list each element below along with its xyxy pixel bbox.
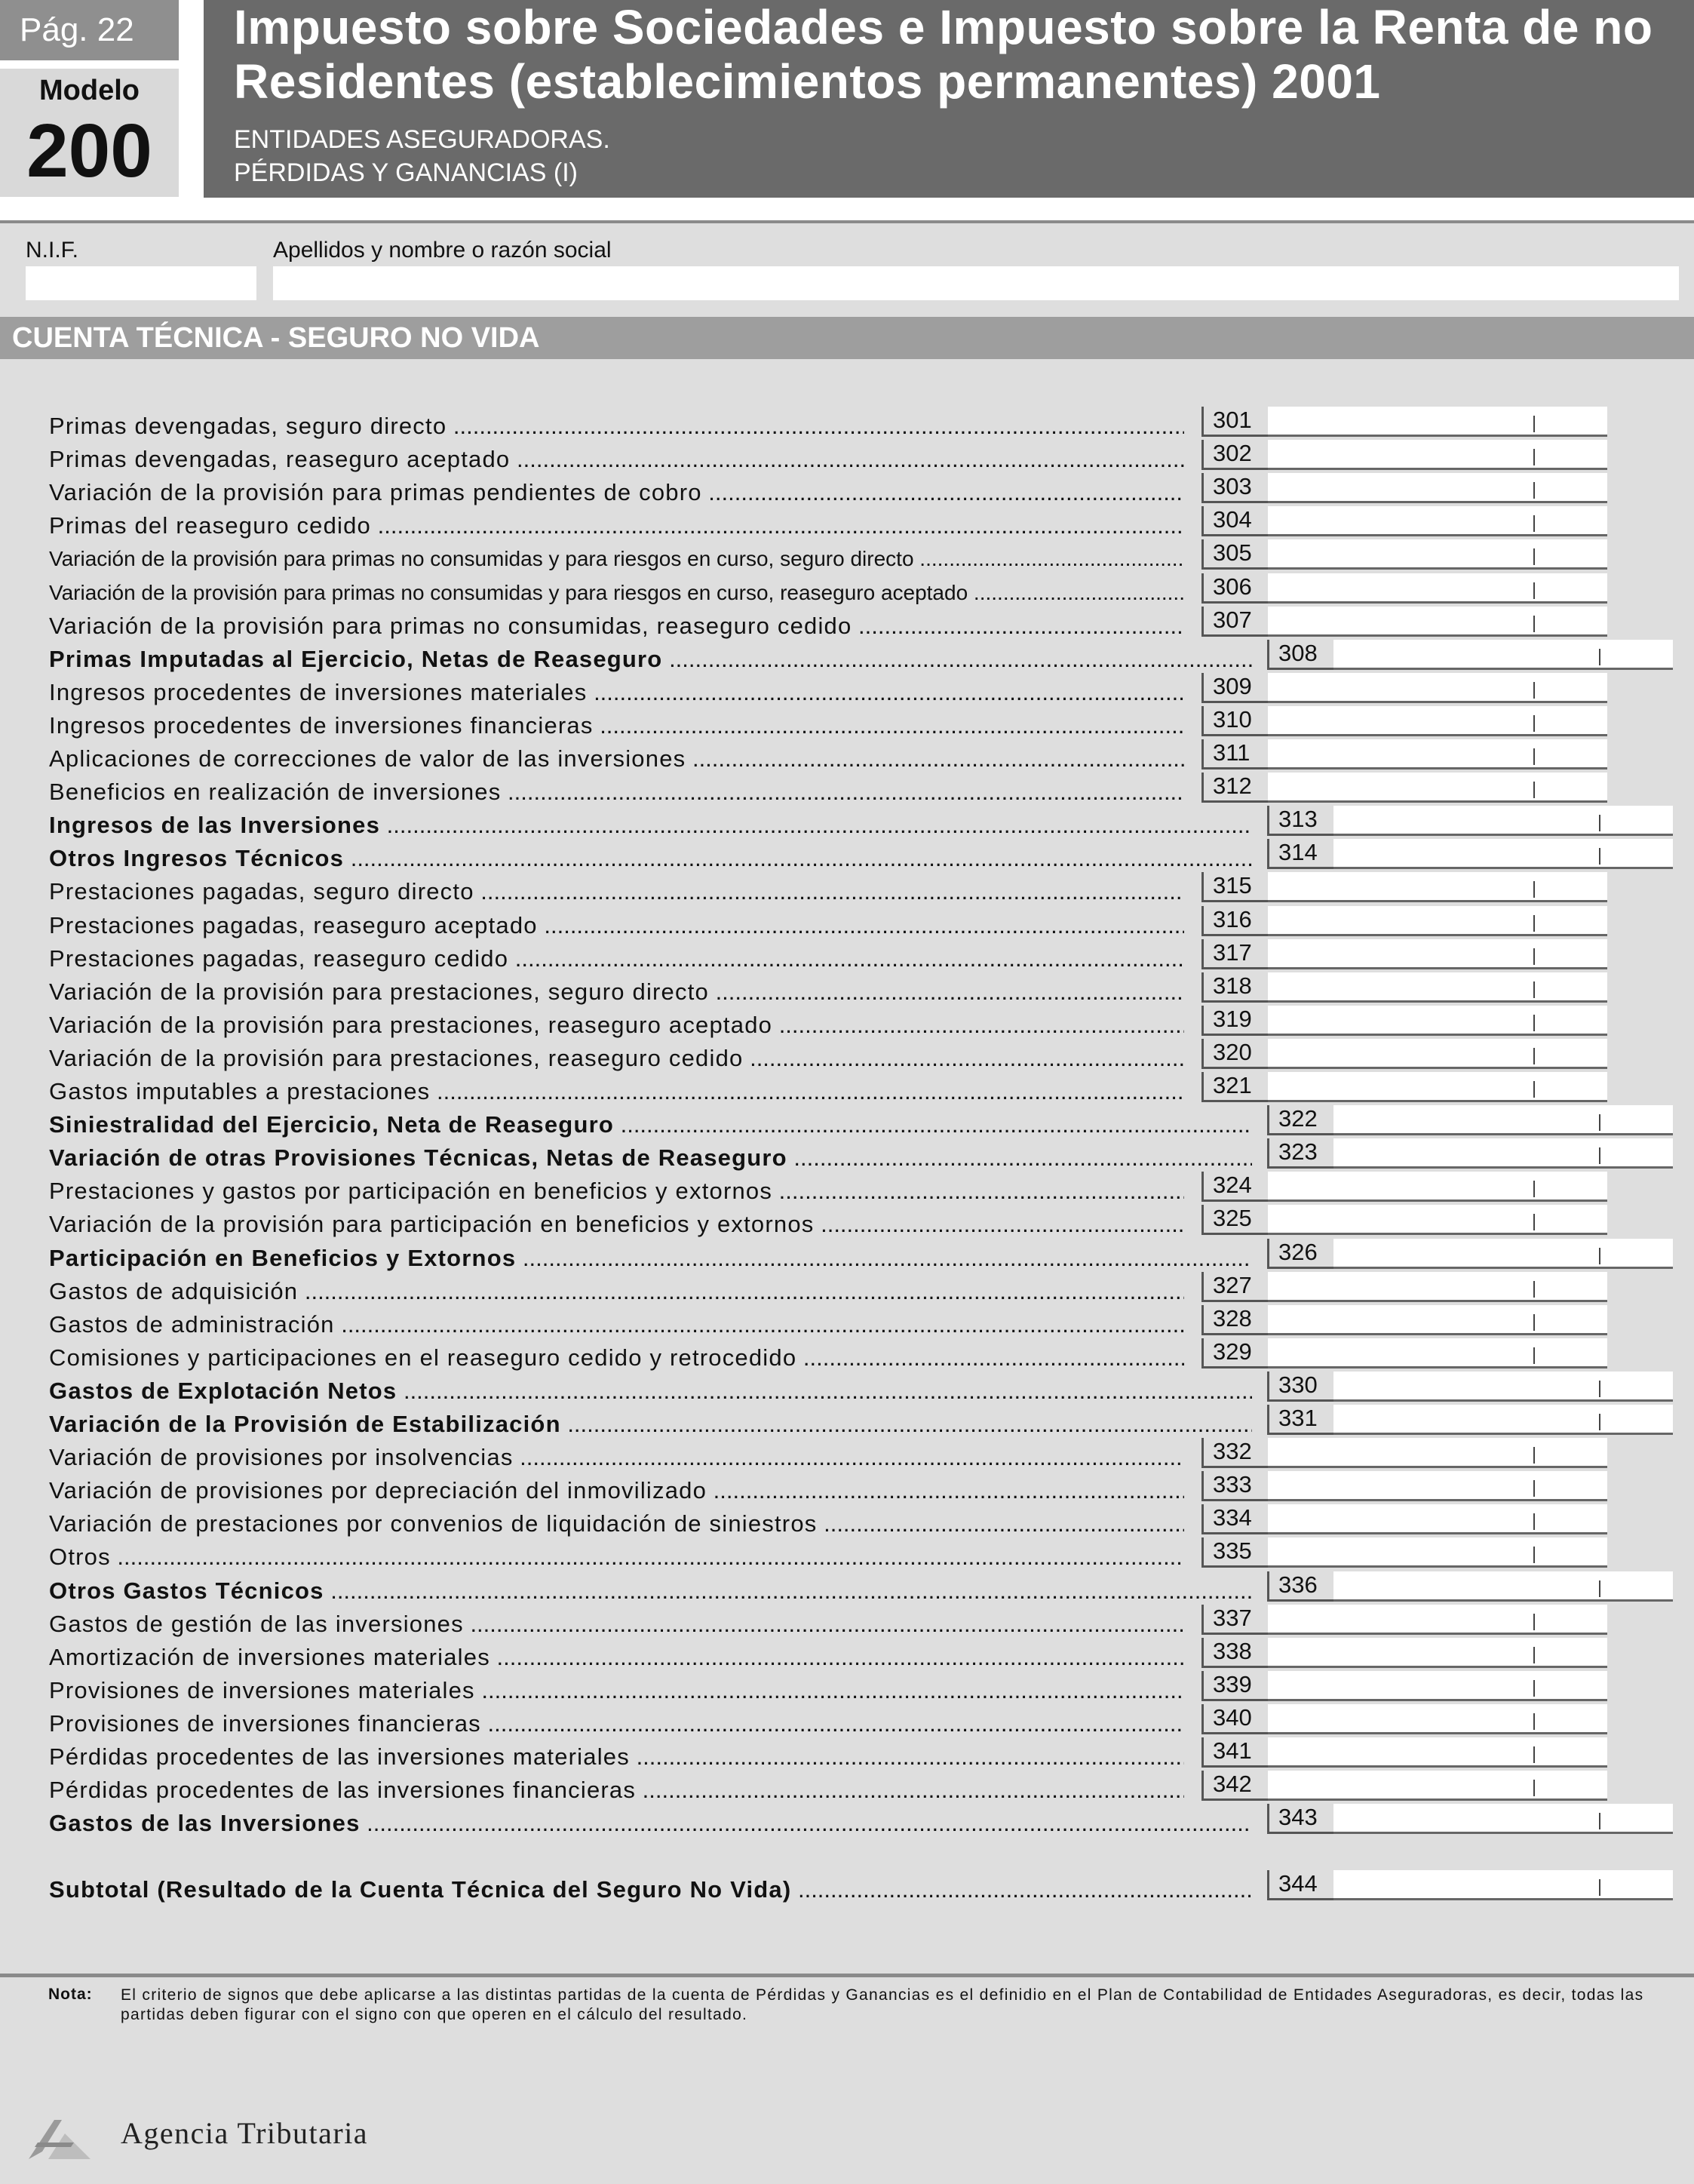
cents-field[interactable]	[1539, 1305, 1607, 1335]
amount-box-309	[1201, 673, 1607, 705]
section-title: CUENTA TÉCNICA - SEGURO NO VIDA	[0, 317, 1694, 359]
amount-field[interactable]	[1333, 1372, 1605, 1402]
row-label-317: Prestaciones pagadas, reaseguro cedido .....	[49, 944, 1184, 974]
box-code: 336	[1267, 1571, 1333, 1602]
row-label-312: Beneficios en realización de inversiones .....	[49, 777, 1184, 807]
amount-field[interactable]	[1268, 407, 1539, 437]
box-code: 343	[1267, 1804, 1333, 1834]
box-code: 331	[1267, 1405, 1333, 1435]
row-label-332: Variación de provisiones por insolvencias .....	[49, 1442, 1184, 1473]
amount-field[interactable]	[1333, 640, 1605, 670]
box-code: 305	[1201, 539, 1268, 570]
row-label-331: Variación de la Provisión de Estabilización .....	[49, 1409, 1252, 1439]
cents-field[interactable]	[1605, 806, 1673, 836]
box-code: 335	[1201, 1537, 1268, 1568]
amount-box-344	[1267, 1870, 1673, 1902]
amount-box-303	[1201, 473, 1607, 505]
cents-field[interactable]	[1539, 1537, 1607, 1568]
box-code: 312	[1201, 773, 1268, 803]
box-code: 308	[1267, 640, 1333, 670]
amount-box-312	[1201, 773, 1607, 804]
cents-field[interactable]	[1605, 640, 1673, 670]
box-code: 322	[1267, 1105, 1333, 1135]
amount-box-307	[1201, 607, 1607, 638]
amount-box-338	[1201, 1638, 1607, 1669]
row-label-319: Variación de la provisión para prestaciones, reaseguro aceptado .....	[49, 1010, 1184, 1040]
row-label-336: Otros Gastos Técnicos .....	[49, 1576, 1252, 1606]
row-label-337: Gastos de gestión de las inversiones .....	[49, 1609, 1184, 1639]
box-code: 318	[1201, 972, 1268, 1003]
row-label-308: Primas Imputadas al Ejercicio, Netas de Reaseguro .....	[49, 644, 1252, 674]
amount-field[interactable]	[1268, 739, 1539, 769]
note-label: Nota:	[48, 1986, 93, 2003]
amount-box-329	[1201, 1338, 1607, 1370]
cents-field[interactable]	[1539, 539, 1607, 570]
row-label-313: Ingresos de las Inversiones .....	[49, 810, 1252, 840]
row-label-310: Ingresos procedentes de inversiones financieras .....	[49, 711, 1184, 741]
amount-box-318	[1201, 972, 1607, 1004]
agency-name: Agencia Tributaria	[121, 2116, 369, 2150]
amount-field[interactable]	[1333, 839, 1605, 869]
row-label-301: Primas devengadas, seguro directo .....	[49, 411, 1184, 441]
amount-box-323	[1267, 1138, 1673, 1170]
amount-box-331	[1267, 1405, 1673, 1436]
amount-box-337	[1201, 1605, 1607, 1636]
row-label-324: Prestaciones y gastos por participación en beneficios y extornos .....	[49, 1176, 1184, 1206]
amount-box-310	[1201, 706, 1607, 738]
box-code: 309	[1201, 673, 1268, 703]
amount-field[interactable]	[1268, 1272, 1539, 1302]
amount-field[interactable]	[1268, 1338, 1539, 1368]
row-label-323: Variación de otras Provisiones Técnicas, Netas de Reaseguro .....	[49, 1143, 1252, 1173]
amount-box-321	[1201, 1072, 1607, 1104]
cents-field[interactable]	[1539, 1272, 1607, 1302]
box-code: 323	[1267, 1138, 1333, 1169]
amount-field[interactable]	[1268, 1205, 1539, 1235]
amount-field[interactable]	[1333, 1239, 1605, 1269]
row-label-327: Gastos de adquisición .....	[49, 1276, 1184, 1307]
amount-box-341	[1201, 1737, 1607, 1769]
cents-field[interactable]	[1539, 1205, 1607, 1235]
row-label-306: Variación de la provisión para primas no consumidas y para riesgos en curso, reaseguro aceptado .....	[49, 578, 1184, 608]
cents-field[interactable]	[1539, 1771, 1607, 1801]
box-code: 341	[1201, 1737, 1268, 1768]
cents-field[interactable]	[1539, 1072, 1607, 1102]
cents-field[interactable]	[1605, 1804, 1673, 1834]
box-code: 344	[1267, 1870, 1333, 1900]
box-code: 316	[1201, 906, 1268, 936]
form-title	[234, 0, 1682, 109]
row-label-304: Primas del reaseguro cedido .....	[49, 511, 1184, 541]
row-label-342: Pérdidas procedentes de las inversiones financieras .....	[49, 1775, 1184, 1805]
cents-field[interactable]	[1539, 607, 1607, 637]
amount-field[interactable]	[1268, 1072, 1539, 1102]
box-code: 340	[1201, 1704, 1268, 1734]
divider	[0, 1974, 1694, 1977]
box-code: 320	[1201, 1039, 1268, 1069]
amount-field[interactable]	[1333, 1870, 1605, 1900]
amount-field[interactable]	[1268, 673, 1539, 703]
amount-box-317	[1201, 939, 1607, 971]
cents-field[interactable]	[1539, 1006, 1607, 1036]
box-code: 310	[1201, 706, 1268, 736]
cents-field[interactable]	[1539, 1704, 1607, 1734]
amount-box-319	[1201, 1006, 1607, 1037]
box-code: 334	[1201, 1504, 1268, 1534]
amount-field[interactable]	[1268, 607, 1539, 637]
agencia-tributaria-logo-icon	[21, 2112, 94, 2167]
amount-field[interactable]	[1268, 1704, 1539, 1734]
row-label-309: Ingresos procedentes de inversiones materiales .....	[49, 677, 1184, 708]
amount-field[interactable]	[1268, 473, 1539, 503]
cents-field[interactable]	[1605, 1105, 1673, 1135]
cents-field[interactable]	[1539, 906, 1607, 936]
amount-box-315	[1201, 872, 1607, 904]
amount-box-330	[1267, 1372, 1673, 1403]
cents-field[interactable]	[1539, 1638, 1607, 1668]
box-code: 321	[1201, 1072, 1268, 1102]
row-label-339: Provisiones de inversiones materiales .....	[49, 1676, 1184, 1706]
form-subtitle-1: ENTIDADES ASEGURADORAS.	[234, 125, 610, 154]
row-label-341: Pérdidas procedentes de las inversiones materiales .....	[49, 1742, 1184, 1772]
cents-field[interactable]	[1539, 1737, 1607, 1768]
box-code: 329	[1201, 1338, 1268, 1368]
amount-box-332	[1201, 1438, 1607, 1470]
amount-field[interactable]	[1268, 1671, 1539, 1701]
amount-field[interactable]	[1268, 872, 1539, 902]
cents-field[interactable]	[1539, 407, 1607, 437]
box-code: 303	[1201, 473, 1268, 503]
form-title-line-1: Impuesto sobre Sociedades e Impuesto sobre la Renta de no	[234, 0, 1653, 54]
amount-box-316	[1201, 906, 1607, 938]
modelo-label: Modelo	[39, 75, 140, 106]
cents-field[interactable]	[1539, 706, 1607, 736]
box-code: 333	[1201, 1471, 1268, 1501]
amount-box-320	[1201, 1039, 1607, 1070]
box-code: 311	[1201, 739, 1268, 769]
row-label-329: Comisiones y participaciones en el reaseguro cedido y retrocedido .....	[49, 1343, 1184, 1373]
cents-field[interactable]	[1605, 1372, 1673, 1402]
amount-box-336	[1267, 1571, 1673, 1603]
nif-label: N.I.F.	[26, 238, 79, 263]
cents-field[interactable]	[1539, 573, 1607, 604]
box-code: 302	[1201, 440, 1268, 470]
box-code: 342	[1201, 1771, 1268, 1801]
amount-box-308	[1267, 640, 1673, 671]
cents-field[interactable]	[1539, 872, 1607, 902]
row-label-303: Variación de la provisión para primas pendientes de cobro .....	[49, 478, 1184, 508]
row-label-311: Aplicaciones de correcciones de valor de las inversiones .....	[49, 744, 1184, 774]
amount-field[interactable]	[1333, 1138, 1605, 1169]
amount-box-333	[1201, 1471, 1607, 1503]
name-field[interactable]	[273, 266, 1679, 300]
amount-box-314	[1267, 839, 1673, 871]
row-label-326: Participación en Beneficios y Extornos .....	[49, 1243, 1252, 1273]
page-number: Pág. 22	[0, 0, 179, 60]
amount-field[interactable]	[1333, 1105, 1605, 1135]
amount-field[interactable]	[1333, 1804, 1605, 1834]
amount-box-325	[1201, 1205, 1607, 1236]
amount-field[interactable]	[1333, 1571, 1605, 1602]
cents-field[interactable]	[1539, 972, 1607, 1003]
cents-field[interactable]	[1539, 440, 1607, 470]
amount-box-313	[1267, 806, 1673, 837]
row-label-316: Prestaciones pagadas, reaseguro aceptado .....	[49, 911, 1184, 941]
row-label-344: Subtotal (Resultado de la Cuenta Técnica del Seguro No Vida) .....	[49, 1875, 1252, 1905]
cents-field[interactable]	[1539, 506, 1607, 536]
row-label-307: Variación de la provisión para primas no consumidas, reaseguro cedido .....	[49, 611, 1184, 641]
row-label-335: Otros .....	[49, 1542, 1184, 1572]
amount-box-342	[1201, 1771, 1607, 1802]
amount-field[interactable]	[1268, 539, 1539, 570]
cents-field[interactable]	[1539, 1338, 1607, 1368]
row-label-318: Variación de la provisión para prestaciones, seguro directo .....	[49, 977, 1184, 1007]
amount-box-302	[1201, 440, 1607, 472]
cents-field[interactable]	[1539, 1438, 1607, 1468]
cents-field[interactable]	[1539, 473, 1607, 503]
amount-field[interactable]	[1268, 1537, 1539, 1568]
box-code: 313	[1267, 806, 1333, 836]
amount-field[interactable]	[1268, 1305, 1539, 1335]
box-code: 317	[1201, 939, 1268, 969]
row-label-305: Variación de la provisión para primas no consumidas y para riesgos en curso, seguro directo .....	[49, 544, 1184, 574]
amount-box-335	[1201, 1537, 1607, 1569]
row-label-302: Primas devengadas, reaseguro aceptado .....	[49, 444, 1184, 475]
cents-field[interactable]	[1605, 1405, 1673, 1435]
amount-box-306	[1201, 573, 1607, 605]
title-banner	[204, 0, 1694, 198]
amount-field[interactable]	[1268, 1039, 1539, 1069]
cents-field[interactable]	[1539, 739, 1607, 769]
amount-box-339	[1201, 1671, 1607, 1703]
amount-box-340	[1201, 1704, 1607, 1736]
amount-box-311	[1201, 739, 1607, 771]
cents-field[interactable]	[1539, 1605, 1607, 1635]
amount-field[interactable]	[1268, 1771, 1539, 1801]
cents-field[interactable]	[1605, 839, 1673, 869]
box-code: 339	[1201, 1671, 1268, 1701]
box-code: 307	[1201, 607, 1268, 637]
modelo-number: 200	[26, 109, 152, 193]
cents-field[interactable]	[1539, 1172, 1607, 1202]
row-label-321: Gastos imputables a prestaciones .....	[49, 1077, 1184, 1107]
box-code: 324	[1201, 1172, 1268, 1202]
box-code: 301	[1201, 407, 1268, 437]
amount-box-326	[1267, 1239, 1673, 1270]
row-label-314: Otros Ingresos Técnicos .....	[49, 843, 1252, 874]
cents-field[interactable]	[1605, 1870, 1673, 1900]
amount-field[interactable]	[1333, 1405, 1605, 1435]
box-code: 330	[1267, 1372, 1333, 1402]
name-label: Apellidos y nombre o razón social	[273, 238, 612, 263]
cents-field[interactable]	[1539, 939, 1607, 969]
row-label-334: Variación de prestaciones por convenios de liquidación de siniestros .....	[49, 1509, 1184, 1539]
cents-field[interactable]	[1539, 1471, 1607, 1501]
row-label-320: Variación de la provisión para prestaciones, reaseguro cedido .....	[49, 1043, 1184, 1074]
box-code: 314	[1267, 839, 1333, 869]
box-code: 337	[1201, 1605, 1268, 1635]
row-label-338: Amortización de inversiones materiales .....	[49, 1642, 1184, 1673]
cents-field[interactable]	[1605, 1239, 1673, 1269]
row-label-340: Provisiones de inversiones financieras .....	[49, 1709, 1184, 1739]
cents-field[interactable]	[1539, 673, 1607, 703]
cents-field[interactable]	[1539, 773, 1607, 803]
row-label-328: Gastos de administración .....	[49, 1310, 1184, 1340]
box-code: 319	[1201, 1006, 1268, 1036]
amount-field[interactable]	[1268, 773, 1539, 803]
amount-box-304	[1201, 506, 1607, 538]
amount-field[interactable]	[1268, 1504, 1539, 1534]
amount-field[interactable]	[1268, 906, 1539, 936]
divider	[0, 220, 1694, 223]
cents-field[interactable]	[1539, 1039, 1607, 1069]
box-code: 325	[1201, 1205, 1268, 1235]
amount-field[interactable]	[1268, 1638, 1539, 1668]
amount-field[interactable]	[1268, 1605, 1539, 1635]
box-code: 306	[1201, 573, 1268, 604]
modelo-box	[0, 69, 179, 197]
amount-field[interactable]	[1268, 440, 1539, 470]
box-code: 326	[1267, 1239, 1333, 1269]
box-code: 328	[1201, 1305, 1268, 1335]
row-label-315: Prestaciones pagadas, seguro directo .....	[49, 877, 1184, 907]
row-label-343: Gastos de las Inversiones .....	[49, 1808, 1252, 1838]
amount-field[interactable]	[1268, 573, 1539, 604]
amount-field[interactable]	[1268, 1737, 1539, 1768]
cents-field[interactable]	[1539, 1504, 1607, 1534]
note-text: El criterio de signos que debe aplicarse a las distintas partidas de la cuenta de Pérdidas y Ganancias es el definidio en el Plan de Contabilidad de Entidades Aseguradoras, es decir, todas las partidas deben figurar con el signo con que operen en el cálculo del resultado.	[121, 1986, 1644, 2023]
form-title-line-2: Residentes (establecimientos permanentes) 2001	[234, 54, 1381, 109]
amount-box-343	[1267, 1804, 1673, 1835]
box-code: 315	[1201, 872, 1268, 902]
box-code: 304	[1201, 506, 1268, 536]
amount-box-328	[1201, 1305, 1607, 1337]
form-subtitle-2: PÉRDIDAS Y GANANCIAS (I)	[234, 158, 578, 187]
amount-field[interactable]	[1268, 972, 1539, 1003]
box-code: 332	[1201, 1438, 1268, 1468]
amount-box-324	[1201, 1172, 1607, 1203]
box-code: 338	[1201, 1638, 1268, 1668]
amount-field[interactable]	[1333, 806, 1605, 836]
amount-field[interactable]	[1268, 1438, 1539, 1468]
amount-box-301	[1201, 407, 1607, 438]
box-code: 327	[1201, 1272, 1268, 1302]
cents-field[interactable]	[1605, 1571, 1673, 1602]
amount-box-327	[1201, 1272, 1607, 1304]
amount-field[interactable]	[1268, 1172, 1539, 1202]
amount-field[interactable]	[1268, 1471, 1539, 1501]
row-label-322: Siniestralidad del Ejercicio, Neta de Reaseguro .....	[49, 1110, 1252, 1140]
cents-field[interactable]	[1539, 1671, 1607, 1701]
row-label-333: Variación de provisiones por depreciación del inmovilizado .....	[49, 1476, 1184, 1506]
amount-field[interactable]	[1268, 506, 1539, 536]
amount-field[interactable]	[1268, 1006, 1539, 1036]
row-label-325: Variación de la provisión para participación en beneficios y extornos .....	[49, 1209, 1184, 1239]
amount-field[interactable]	[1268, 939, 1539, 969]
amount-field[interactable]	[1268, 706, 1539, 736]
nif-field[interactable]	[26, 266, 256, 300]
cents-field[interactable]	[1605, 1138, 1673, 1169]
amount-box-334	[1201, 1504, 1607, 1536]
row-label-330: Gastos de Explotación Netos .....	[49, 1376, 1252, 1406]
amount-box-305	[1201, 539, 1607, 571]
amount-box-322	[1267, 1105, 1673, 1137]
